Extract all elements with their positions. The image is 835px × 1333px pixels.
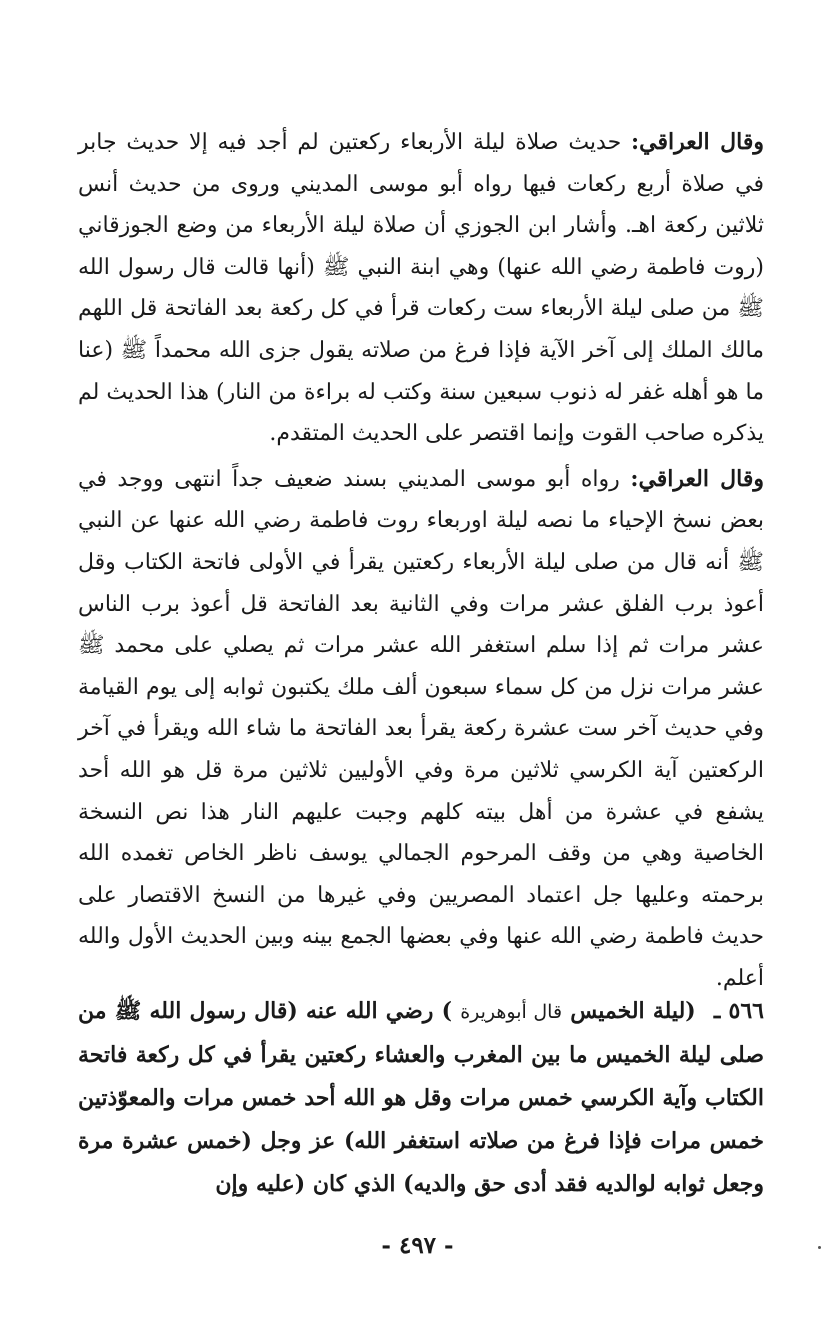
paragraph-label: وقال العراقي: (631, 129, 764, 155)
hadith-title: (ليلة الخميس (570, 998, 696, 1024)
paragraph-text: رواه أبو موسى المديني بسند ضعيف جداً انتهى ووجد في بعض نسخ الإحياء ما نصه ليلة اوربعاء روت فاطمة رضي الله عنها عن النبي ﷺ أنه قال من صلى ليلة الأربعاء ركعتين يقرأ في الأولى فاتحة الكتاب وقل أعوذ برب الفلق عشر مرات وفي الثانية بعد الفاتحة قل أعوذ برب الناس عشر مرات ثم إذا سلم استغفر الله عشر مرات ثم يصلي على محمد ﷺ عشر مرات نزل من كل سماء سبعون ألف ملك يكتبون ثوابه إلى يوم القيامة وفي حديث آخر ست عشرة ركعة يقرأ بعد الفاتحة ما شاء الله ويقرأ في آخر الركعتين آية الكرسي ثلاثين مرة وفي الأوليين ثلاثين مرة قل هو الله أحد يشفع في عشرة من أهل بيته كلهم وجبت عليهم النار هذا نص النسخة الخاصية وهي من وقف المرحوم الجمالي يوسف ناظر الخاص تغمده الله برحمته وعليها جل اعتماد المصريين وفي غيرها من النسخ الاقتصار على حديث فاطمة رضي الله عنها وفي بعضها الجمع بينه وبين الحديث الأول والله أعلم. (78, 466, 764, 991)
paragraph-iraqi-2 (78, 459, 764, 1000)
hadith-text: ) رضي الله عنه (قال رسول الله ﷺ من صلى ليلة الخميس ما بين المغرب والعشاء ركعتين يقرأ في كل ركعة فاتحة الكتاب وآية الكرسي خمس مرات وقل هو الله أحد خمس مرات والمعوّذتين خمس مرات فإذا فرغ من صلاته استغفر الله) عز وجل (خمس عشرة مرة وجعل ثوابه لوالديه فقد أدى حق والديه) الذي كان (عليه وإن (78, 998, 764, 1197)
page-body (78, 122, 764, 999)
page-number: - ٤٩٧ - (381, 1232, 454, 1259)
paragraph-label: وقال العراقي: (630, 465, 764, 492)
hadith-number: ٥٦٦ ـ (713, 998, 764, 1024)
paragraph-iraqi-1 (78, 122, 764, 455)
paragraph-text: حديث صلاة ليلة الأربعاء ركعتين لم أجد فيه إلا حديث جابر في صلاة أربع ركعات فيها رواه أبو موسى المديني وروى من حديث أنس ثلاثين ركعة اهـ. وأشار ابن الجوزي أن صلاة ليلة الأربعاء من وضع الجوزقاني (روت فاطمة رضي الله عنها) وهي ابنة النبي ﷺ (أنها قالت قال رسول الله ﷺ من صلى ليلة الأربعاء ست ركعات قرأ في كل ركعة بعد الفاتحة قل اللهم مالك الملك إلى آخر الآية فإذا فرغ من صلاته يقول جزى الله محمداً ﷺ (عنا ما هو أهله غفر له ذنوب سبعين سنة وكتب له براءة من النار) هذا الحديث لم يذكره صاحب القوت وإنما اقتصر على الحديث المتقدم. (78, 130, 764, 447)
hadith-inline-note: قال أبوهريرة (460, 1001, 563, 1023)
margin-dot (818, 1246, 821, 1249)
hadith-566 (78, 990, 764, 1206)
